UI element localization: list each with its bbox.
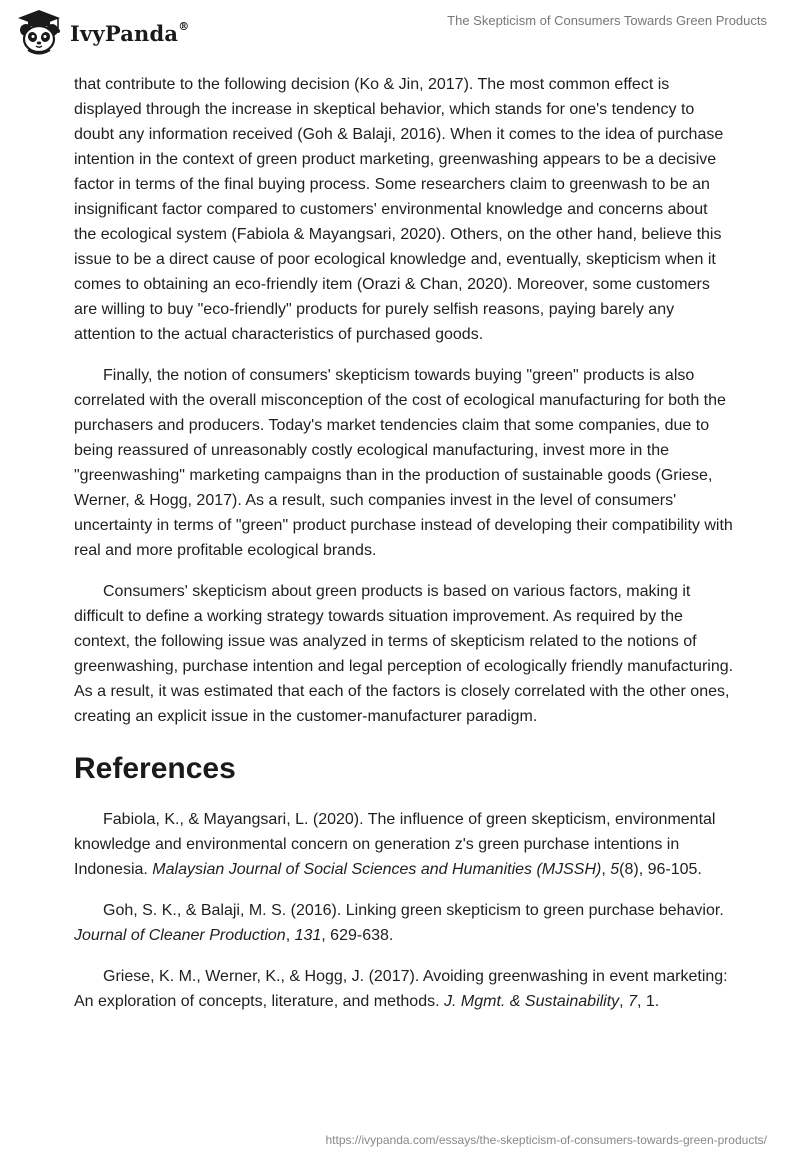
reference-authors: Fabiola, K., & Mayangsari, L. (2020). The influence of green skepticism, environmental knowledge and environmental concern on generation z's green purchase intentions in Indonesia. [74, 811, 716, 878]
registered-mark: ® [178, 19, 190, 33]
brand-logo[interactable] [14, 8, 189, 56]
reference-item [74, 964, 734, 1014]
body-paragraph-1: that contribute to the following decision (Ko & Jin, 2017). The most common effect is displayed through the increase in skeptical behavior, which stands for one's tendency to doubt any information received (Goh & Balaji, 2016). When it comes to the idea of purchase intention in the context of green product marketing, greenwashing appears to be a decisive factor in terms of the final buying process. Some researchers claim to greenwash to be an insignificant factor compared to customers' environmental knowledge and concerns about the ecological system (Fabiola & Mayangsari, 2020). Others, on the other hand, believe this issue to be a direct cause of poor ecological knowledge and, eventually, skepticism when it comes to obtaining an eco-friendly item (Orazi & Chan, 2020). Moreover, some customers are willing to buy "eco-friendly" products for purely selfish reasons, paying barely any attention to the actual characteristics of purchased goods. [74, 76, 724, 343]
reference-pages: , 629-638. [321, 927, 394, 944]
reference-volume: 5 [610, 861, 620, 878]
reference-volume: 7 [628, 993, 637, 1010]
reference-item [74, 898, 734, 948]
reference-separator: , [619, 993, 629, 1010]
page-header [0, 0, 800, 64]
brand-name [70, 21, 189, 46]
panda-graduate-icon [14, 8, 64, 56]
reference-separator: , [601, 861, 611, 878]
essay-content [74, 72, 734, 1030]
reference-journal: Malaysian Journal of Social Sciences and Humanities (MJSSH) [152, 861, 602, 878]
reference-pages: (8), 96-105. [619, 861, 702, 878]
reference-journal: J. Mgmt. & Sustainability [444, 993, 620, 1010]
reference-journal: Journal of Cleaner Production [74, 927, 286, 944]
reference-volume: 131 [294, 927, 322, 944]
reference-item [74, 807, 734, 882]
references-heading: References [74, 752, 236, 785]
reference-authors: Goh, S. K., & Balaji, M. S. (2016). Linking green skepticism to green purchase behavior. [103, 902, 724, 919]
reference-separator: , [285, 927, 295, 944]
body-paragraph-3: Consumers' skepticism about green products is based on various factors, making it difficult to define a working strategy towards situation improvement. As required by the context, the following issue was analyzed in terms of skepticism related to the notions of greenwashing, purchase intention and legal perception of ecologically friendly manufacturing. As a result, it was estimated that each of the factors is closely correlated with the other ones, creating an explicit issue in the customer-manufacturer paradigm. [74, 583, 734, 725]
source-url-link[interactable]: https://ivypanda.com/essays/the-skepticism-of-consumers-towards-green-products/ [325, 1133, 767, 1147]
body-paragraph-2: Finally, the notion of consumers' skepticism towards buying "green" products is also correlated with the overall misconception of the cost of ecological manufacturing for both the purchasers and producers. Today's market tendencies claim that some companies, due to being reassured of unreasonably costly ecological manufacturing, invest more in the "greenwashing" marketing campaigns than in the production of sustainable goods (Griese, Werner, & Hogg, 2017). As a result, such companies invest in the level of consumers' uncertainty in terms of "green" product purchase instead of developing their compatibility with real and more profitable ecological brands. [74, 367, 733, 559]
brand-text: IvyPanda [70, 20, 179, 46]
document-title: The Skepticism of Consumers Towards Green Products [447, 13, 767, 28]
reference-authors: Griese, K. M., Werner, K., & Hogg, J. (2017). Avoiding greenwashing in event marketing: An exploration of concepts, literature, and methods. [74, 968, 728, 1010]
reference-pages: , 1. [636, 993, 660, 1010]
